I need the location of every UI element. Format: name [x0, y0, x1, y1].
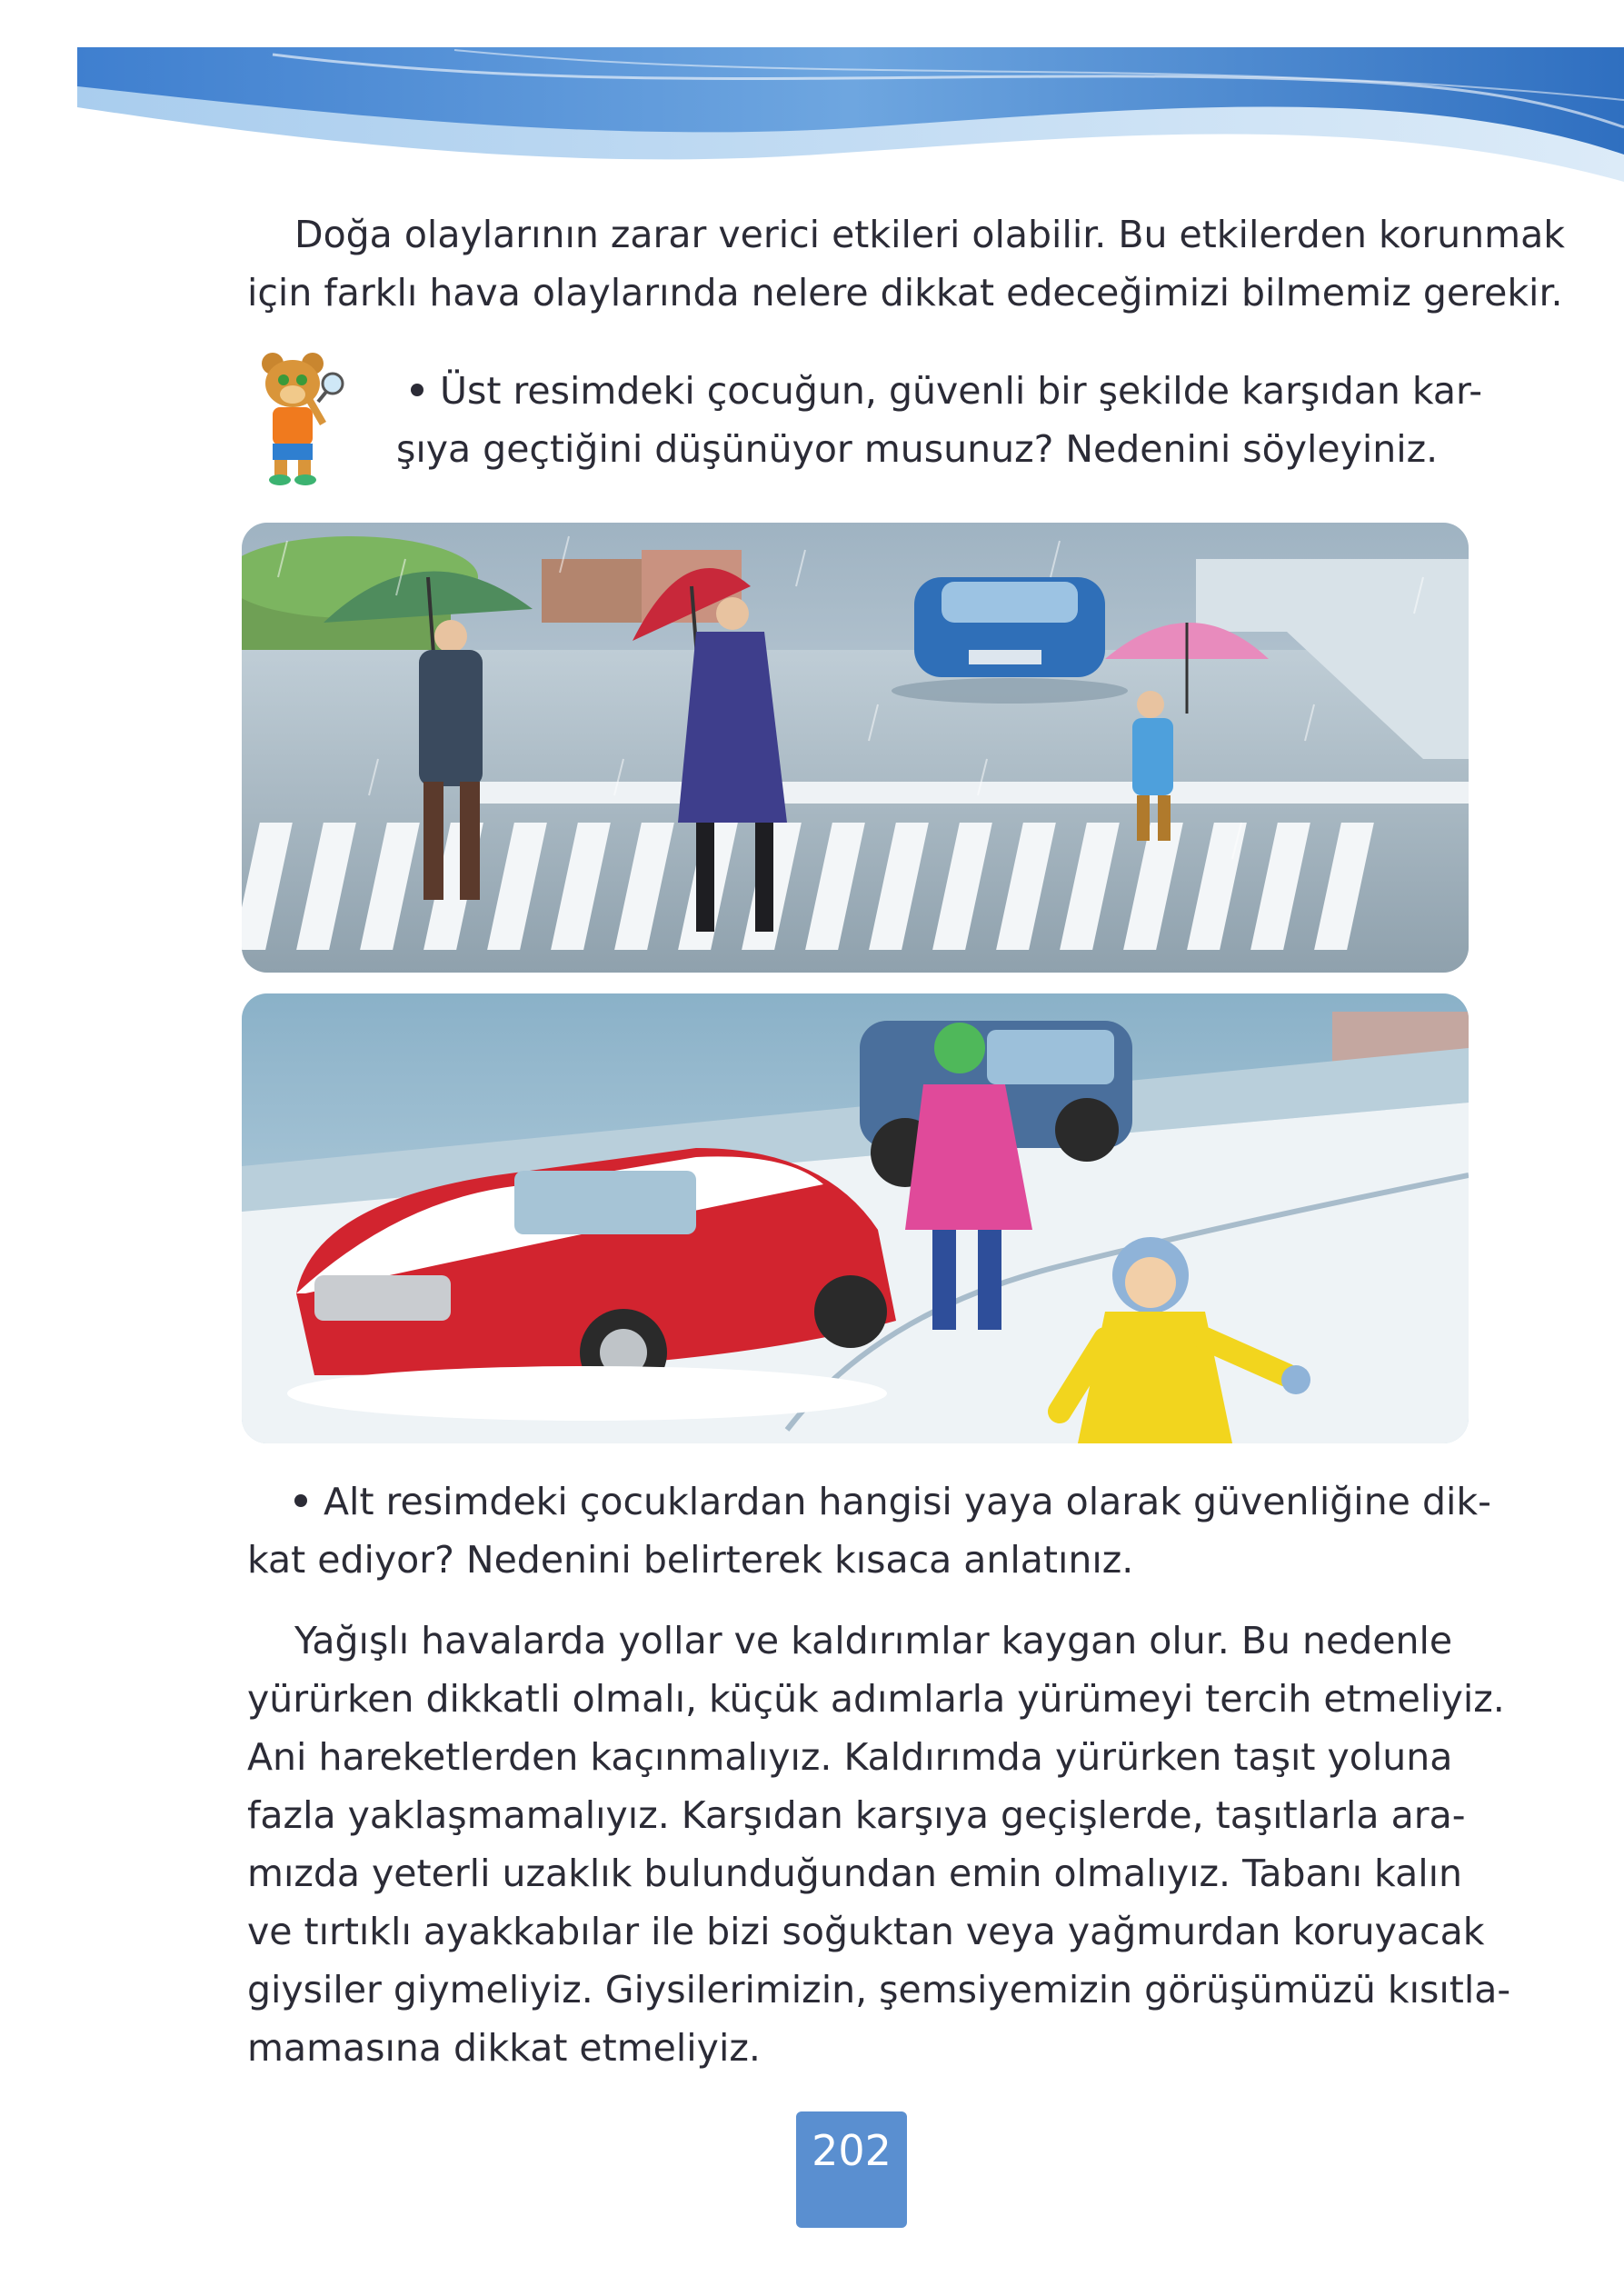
question-2-line-1: Alt resimdeki çocuklardan hangisi yaya olarak güvenliğine dik- — [324, 1480, 1491, 1523]
paragraph-line-3: Ani hareketlerden kaçınmalıyız. Kaldırımda yürürken taşıt yoluna — [247, 1735, 1453, 1779]
question-1 — [396, 362, 1483, 478]
question-1-line-2: şıya geçtiğini düşünüyor musunuz? Nedenini söyleyiniz. — [396, 427, 1439, 471]
paragraph-line-1: Yağışlı havalarda yollar ve kaldırımlar kaygan olur. Bu nedenle — [294, 1619, 1453, 1662]
paragraph-line-2: yürürken dikkatli olmalı, küçük adımlarla yürümeyi tercih etmeliyiz. — [247, 1677, 1505, 1721]
bullet-icon — [294, 1494, 307, 1507]
question-1-line-1: Üst resimdeki çocuğun, güvenli bir şekilde karşıdan kar- — [440, 369, 1483, 413]
rainy-crosswalk-illustration — [242, 523, 1469, 973]
header-wave-decoration — [0, 0, 1624, 209]
bear-mascot-icon — [245, 344, 354, 489]
paragraph-line-4: fazla yaklaşmamalıyız. Karşıdan karşıya geçişlerde, taşıtlarla ara- — [247, 1793, 1466, 1837]
snowy-street-illustration — [242, 993, 1469, 1443]
intro-line-2: için farklı hava olaylarında nelere dikkat edeceğimizi bilmemiz gerekir. — [247, 271, 1563, 314]
safety-paragraph — [247, 1612, 1511, 2077]
question-2 — [247, 1472, 1491, 1589]
intro-line-1: Doğa olaylarının zarar verici etkileri olabilir. Bu etkilerden korunmak — [294, 213, 1565, 256]
paragraph-line-5: mızda yeterli uzaklık bulunduğundan emin olmalıyız. Tabanı kalın — [247, 1852, 1462, 1895]
paragraph-line-7: giysiler giymeliyiz. Giysilerimizin, şemsiyemizin görüşümüzü kısıtla- — [247, 1968, 1511, 2011]
question-2-line-2: kat ediyor? Nedenini belirterek kısaca anlatınız. — [247, 1538, 1134, 1582]
paragraph-line-8: mamasına dikkat etmeliyiz. — [247, 2026, 761, 2070]
bullet-icon — [411, 384, 423, 396]
paragraph-line-6: ve tırtıklı ayakkabılar ile bizi soğuktan veya yağmurdan koruyacak — [247, 1910, 1485, 1953]
page-number: 202 — [796, 2111, 907, 2228]
intro-paragraph — [247, 205, 1565, 322]
